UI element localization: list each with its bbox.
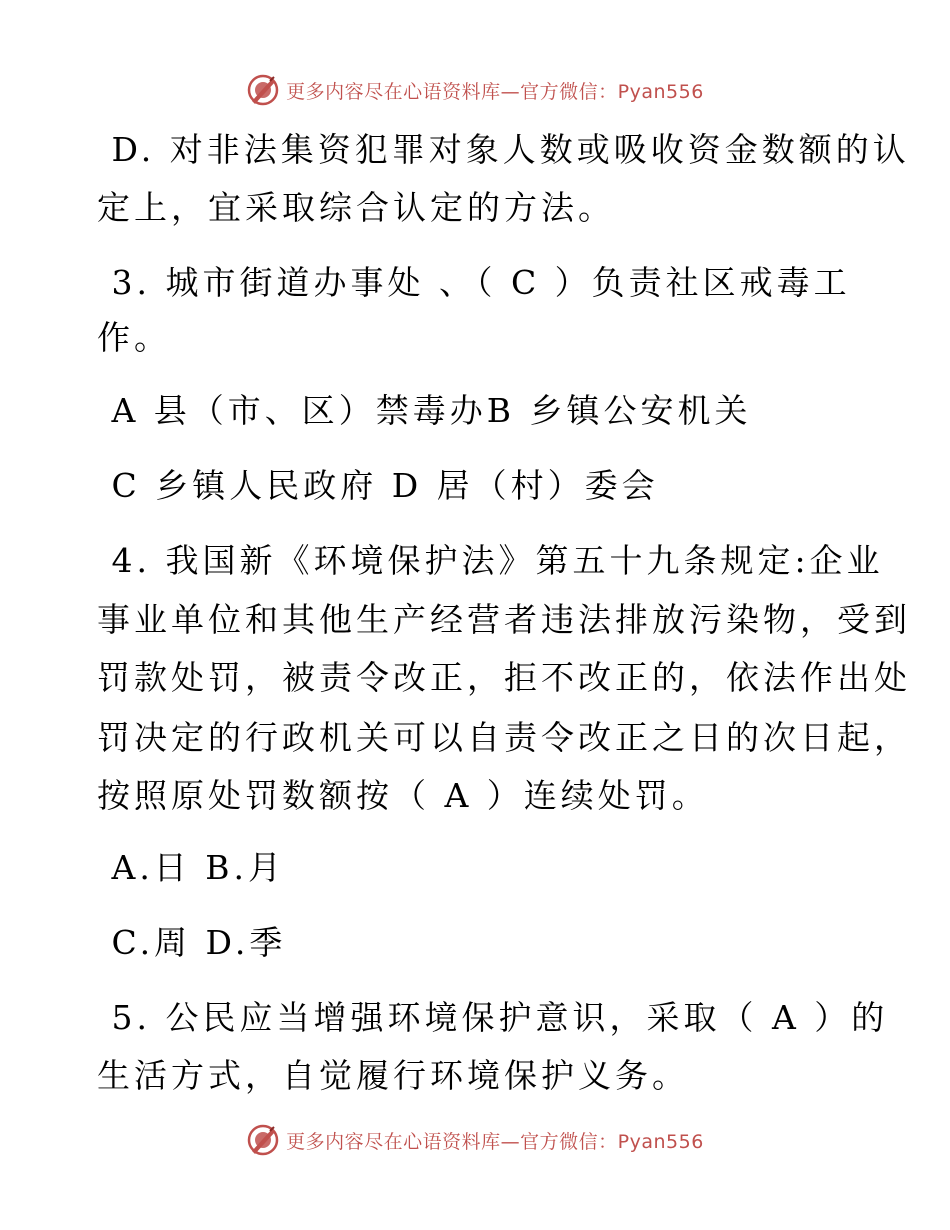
text-line: A.日 B.月	[97, 848, 286, 887]
text-line: 3. 城市街道办事处 、（ C ）负责社区戒毒工	[97, 263, 851, 302]
text-line: 罚决定的行政机关可以自责令改正之日的次日起，	[97, 718, 911, 757]
pen-seal-icon	[246, 1123, 280, 1157]
text-line: 作。	[97, 318, 171, 357]
text-line: 生活方式，自觉履行环境保护义务。	[97, 1056, 689, 1095]
text-line: C.周 D.季	[97, 923, 287, 962]
pen-seal-icon	[246, 73, 280, 107]
text-line: C 乡镇人民政府 D 居（村）委会	[97, 466, 659, 505]
text-line: 按照原处罚数额按（ A ）连续处罚。	[97, 776, 709, 815]
text-line: 4. 我国新《环境保护法》第五十九条规定:企业	[97, 541, 884, 580]
text-line: 事业单位和其他生产经营者违法排放污染物，受到	[97, 600, 911, 639]
text-line: 5. 公民应当增强环境保护意识，采取（ A ）的	[97, 998, 889, 1037]
text-line: D. 对非法集资犯罪对象人数或吸收资金数额的认	[97, 130, 910, 169]
header-watermark	[0, 70, 950, 110]
watermark-text: 更多内容尽在心语资料库—官方微信：Pyan556	[286, 1130, 704, 1153]
text-line: 定上，宜采取综合认定的方法。	[97, 188, 615, 227]
watermark-text: 更多内容尽在心语资料库—官方微信：Pyan556	[286, 80, 704, 103]
text-line: 罚款处罚，被责令改正，拒不改正的，依法作出处	[97, 658, 911, 697]
text-line: A 县（市、区）禁毒办B 乡镇公安机关	[97, 391, 752, 430]
footer-watermark	[0, 1120, 950, 1160]
